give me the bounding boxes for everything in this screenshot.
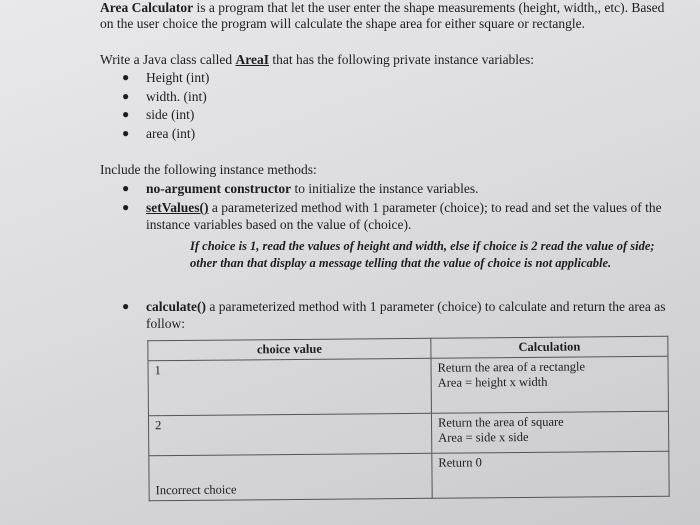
cell-choice: Incorrect choice (149, 453, 432, 500)
table-row (149, 451, 669, 501)
list-item: ● area (int) (122, 125, 196, 141)
bullet-icon: ● (122, 107, 130, 121)
table-row (148, 356, 668, 416)
instance-variable-list (120, 70, 209, 144)
list-item: ● setValues() a parameterized method with 1 parameter (choice); to read and set the values of the instance variables based on the value of (choice). (122, 200, 662, 232)
header-calculation: Calculation (431, 336, 668, 358)
write-suffix: that has the following private instance variables: (272, 52, 535, 67)
list-item: ● side (int) (122, 107, 195, 122)
list-item: ● no-argument constructor to initialize the instance variables. (122, 181, 479, 196)
cell-choice: 1 (148, 358, 431, 415)
bullet-icon: ● (122, 70, 130, 84)
choice-note: If choice is 1, read the values of height and width, else if choice is 2 read the value of side; other than that display a message telling that the value of choice is not applicable. (190, 239, 655, 270)
class-name: AreaI (235, 52, 270, 67)
cell-calculation: Return the area of square Area = side x side (431, 411, 668, 453)
bullet-icon: ● (122, 200, 130, 214)
write-paragraph (100, 52, 534, 68)
intro-title: Area Calculator (100, 0, 194, 15)
calculate-item: ● calculate() a parameterized method with 1 parameter (choice) to calculate and return the area as follow: (122, 299, 666, 331)
include-heading: Include the following instance methods: (100, 162, 317, 177)
cell-calculation: Return the area of a rectangle Area = height x width (431, 356, 668, 413)
intro-paragraph (100, 0, 680, 32)
list-item: ● Height (int) (122, 70, 210, 85)
cell-choice: 2 (148, 413, 431, 455)
methods-list (120, 180, 680, 235)
list-item: ● width. (int) (122, 88, 207, 104)
bullet-icon: ● (122, 181, 130, 195)
table-row (148, 411, 668, 456)
intro-text: is a program that let the user enter the shape measurements (height, width,, etc). Based on the user choice the program will calculate the shape area for either square or rectangle. (100, 0, 665, 31)
bullet-icon: ● (122, 299, 130, 313)
bullet-icon: ● (122, 125, 130, 140)
calculation-table (147, 336, 669, 502)
header-choice-value: choice value (148, 338, 431, 360)
cell-calculation: Return 0 (432, 451, 669, 498)
write-prefix: Write a Java class called (100, 52, 233, 67)
bullet-icon: ● (122, 88, 130, 103)
